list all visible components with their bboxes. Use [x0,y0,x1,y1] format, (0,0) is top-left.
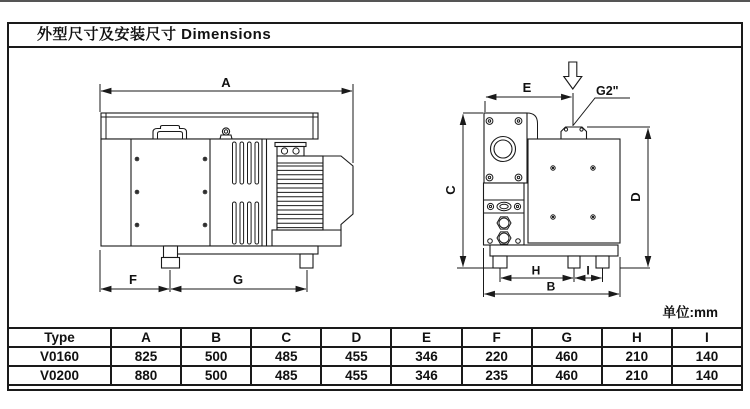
page-title: 外型尺寸及安装尺寸 Dimensions [7,22,743,48]
table-header-c: C [251,328,321,347]
table-header-d: D [321,328,391,347]
table-header-type: Type [8,328,111,347]
table-cell: 500 [181,366,251,385]
table-cell: 880 [111,366,181,385]
dim-label-b: B [546,279,556,294]
table-cell: 210 [602,347,672,366]
table-cell: 210 [602,366,672,385]
table-cell: V0160 [8,347,111,366]
table-cell: 346 [391,347,461,366]
table-cell: 220 [462,347,532,366]
table-cell: V0200 [8,366,111,385]
table-header-f: F [462,328,532,347]
table-header-e: E [391,328,461,347]
table-cell: 235 [462,366,532,385]
dimensions-table [7,327,743,386]
table-cell: 485 [251,347,321,366]
side-view-drawing [100,75,353,292]
dim-label-g: G [232,272,244,287]
table-cell: 140 [672,347,742,366]
table-header-i: I [672,328,742,347]
dim-label-f: F [129,272,137,287]
dim-label-c: C [443,185,458,195]
dim-label-e: E [522,80,532,95]
table-header-g: G [532,328,602,347]
table-header-a: A [111,328,181,347]
table-cell: 500 [181,347,251,366]
table-header-h: H [602,328,672,347]
table-cell: 346 [391,366,461,385]
end-view-drawing [443,62,650,297]
table-cell: 825 [111,347,181,366]
table-cell: 485 [251,366,321,385]
table-header-row [8,328,742,347]
dim-label-d: D [628,192,643,202]
table-row-v0200 [8,366,742,385]
table-cell: 460 [532,366,602,385]
table-cell: 455 [321,366,391,385]
table-cell: 455 [321,347,391,366]
table-row-v0160 [8,347,742,366]
port-size-label: G2" [596,84,619,98]
dim-label-a: A [221,75,231,90]
table-header-b: B [181,328,251,347]
table-cell: 140 [672,366,742,385]
dim-label-h: H [531,263,541,278]
table-cell: 460 [532,347,602,366]
dim-label-i: I [586,263,590,278]
unit-label: 单位:mm [662,305,718,320]
